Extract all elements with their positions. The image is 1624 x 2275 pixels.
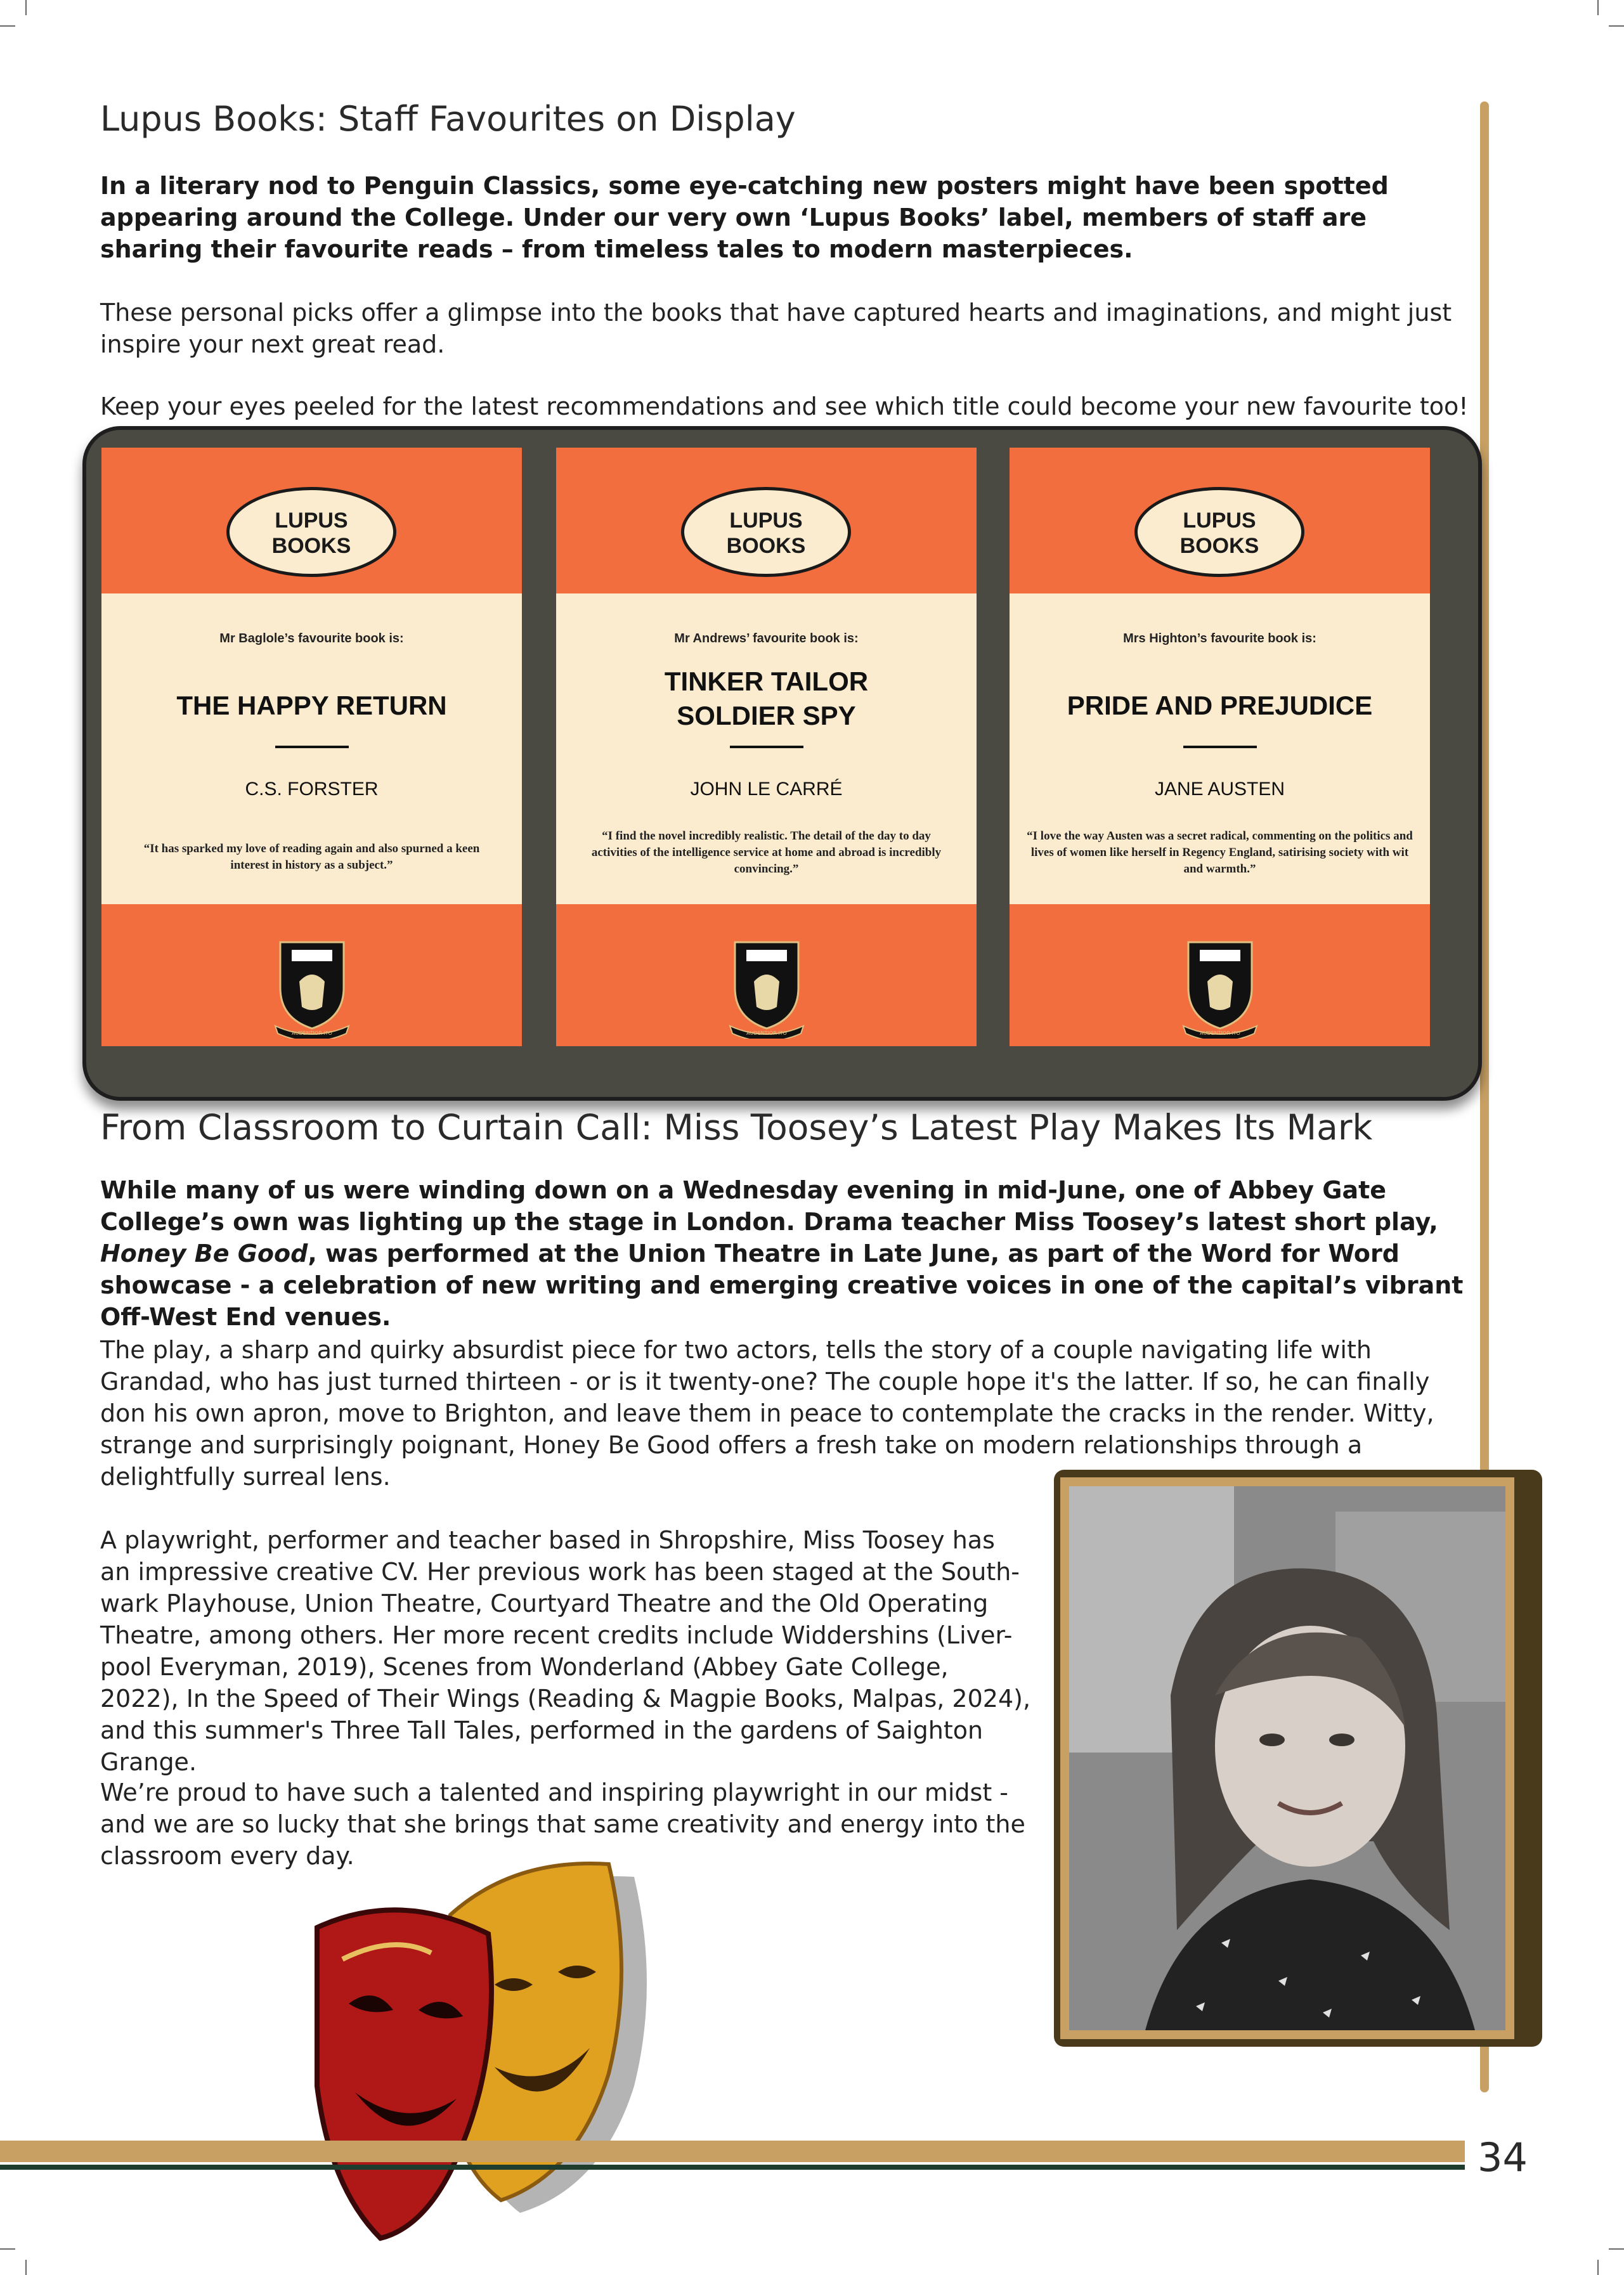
crop-mark [0, 2248, 15, 2250]
book-poster [556, 448, 977, 1046]
section-heading: Lupus Books: Staff Favourites on Display [100, 99, 796, 139]
lead-text: , was performed at the Union Theatre in Late June, as part of the Word for Word showcase - a celebration of new writing and emerging creative voices in one of the capital’s vibrant Off-West End venues. [100, 1240, 1464, 1331]
logo-text: LUPUS [1183, 509, 1256, 533]
crest-motto: AUDENTIOR ITO [1199, 1030, 1240, 1036]
crest-motto: AUDENTIOR ITO [746, 1030, 787, 1036]
lupus-books-logo [1134, 487, 1304, 577]
portrait-photo [1069, 1486, 1505, 2030]
intro-lead: In a literary nod to Penguin Classics, some eye-catching new posters might have been spotted appearing around the College. Under our very own ‘Lupus Books’ label, members of staff are sharing their favourite reads – from timeless tales to modern masterpieces. [100, 172, 1389, 263]
play-title: Honey Be Good [100, 1240, 308, 1267]
crop-mark [1597, 0, 1599, 15]
article-paragraph: The play, a sharp and quirky absurdist piece for two actors, tells the story of a couple navigating life with Grandad, who has just turned thirteen - or is it twenty-one? The couple hope it's the latter. If so, he can finally don his own apron, move to Brighton, and leave them in peace to contemplate the cracks in the render. Witty, strange and surprisingly poignant, Honey Be Good offers a fresh take on modern relationships through a delightfully surreal lens. [100, 1336, 1434, 1491]
crop-mark [1609, 25, 1624, 27]
portrait-illustration [1069, 1486, 1505, 2030]
crop-mark [25, 2260, 27, 2275]
lupus-books-logo [226, 487, 396, 577]
intro-paragraph: Keep your eyes peeled for the latest recommendations and see which title could become your new favourite too! [100, 392, 1469, 420]
section-heading: From Classroom to Curtain Call: Miss Toosey’s Latest Play Makes Its Mark [100, 1107, 1373, 1148]
theatre-masks-icon [304, 1858, 659, 2251]
staff-quote: “I find the novel incredibly realistic. The detail of the day to day activities of the intelligence service at home and abroad is incredibly convincing.” [591, 829, 942, 876]
college-crest-icon [273, 937, 351, 1039]
book-author: C.S. FORSTER [245, 779, 379, 800]
logo-text: LUPUS [729, 509, 803, 533]
title-divider [730, 746, 803, 748]
crop-mark [1597, 2260, 1599, 2275]
lupus-books-logo [681, 487, 851, 577]
college-crest-icon [1181, 937, 1259, 1039]
lead-text: While many of us were winding down on a Wednesday evening in mid-June, one of Abbey Gate College’s own was lighting up the stage in London. Drama teacher Miss Toosey’s latest short play, [100, 1176, 1438, 1236]
staff-quote: “It has sparked my love of reading again and also spurned a keen interest in history as a subject.” [143, 842, 480, 872]
crop-mark [25, 0, 27, 15]
favourite-of-label: Mrs Highton’s favourite book is: [1123, 632, 1316, 645]
article-paragraph: A playwright, performer and teacher based in Shropshire, Miss Toosey has an impressive creative CV. Her previous work has been staged at the South-wark Playhouse, Union Theatre, Courtyard Theatre and the Old Operating Theatre, among others. Her more recent credits include Widdershins (Liver-pool Everyman, 2019), Scenes from Wonderland (Abbey Gate College, 2022), In the Speed of Their Wings (Reading & Magpie Books, Malpas, 2024), and this summer's Three Tall Tales, performed in the gardens of Saighton Grange. [100, 1526, 1031, 1776]
college-crest-icon [727, 937, 806, 1039]
logo-text: BOOKS [726, 534, 806, 558]
favourite-of-label: Mr Andrews’ favourite book is: [674, 632, 859, 645]
logo-text: LUPUS [275, 509, 348, 533]
crest-motto: AUDENTIOR ITO [291, 1030, 332, 1036]
book-poster [1010, 448, 1430, 1046]
staff-quote: “I love the way Austen was a secret radical, commenting on the politics and lives of women like herself in Regency England, satirising society with wit and warmth.” [1027, 829, 1413, 876]
footer-green-rule [0, 2165, 1465, 2170]
article-lead [100, 1174, 1464, 1333]
favourite-of-label: Mr Baglole’s favourite book is: [219, 632, 404, 645]
article-paragraph: We’re proud to have such a talented and inspiring playwright in our midst - and we are so lucky that she brings that same creativity and energy into the classroom every day. [100, 1779, 1025, 1870]
book-title: THE HAPPY RETURN [176, 690, 447, 720]
footer-gold-rule [0, 2141, 1465, 2162]
book-title: PRIDE AND PREJUDICE [1067, 690, 1373, 720]
title-divider [1183, 746, 1257, 748]
book-poster [101, 448, 522, 1046]
title-divider [275, 746, 349, 748]
book-author: JOHN LE CARRÉ [690, 779, 843, 800]
page-number: 34 [1478, 2134, 1528, 2181]
intro-paragraph: These personal picks offer a glimpse into the books that have captured hearts and imaginations, and might just inspire your next great read. [100, 299, 1452, 358]
logo-text: BOOKS [271, 534, 351, 558]
logo-text: BOOKS [1179, 534, 1259, 558]
book-title: TINKER TAILOR SOLDIER SPY [664, 666, 869, 730]
book-author: JANE AUSTEN [1154, 779, 1285, 800]
crop-mark [1609, 2248, 1624, 2250]
crop-mark [0, 25, 15, 27]
